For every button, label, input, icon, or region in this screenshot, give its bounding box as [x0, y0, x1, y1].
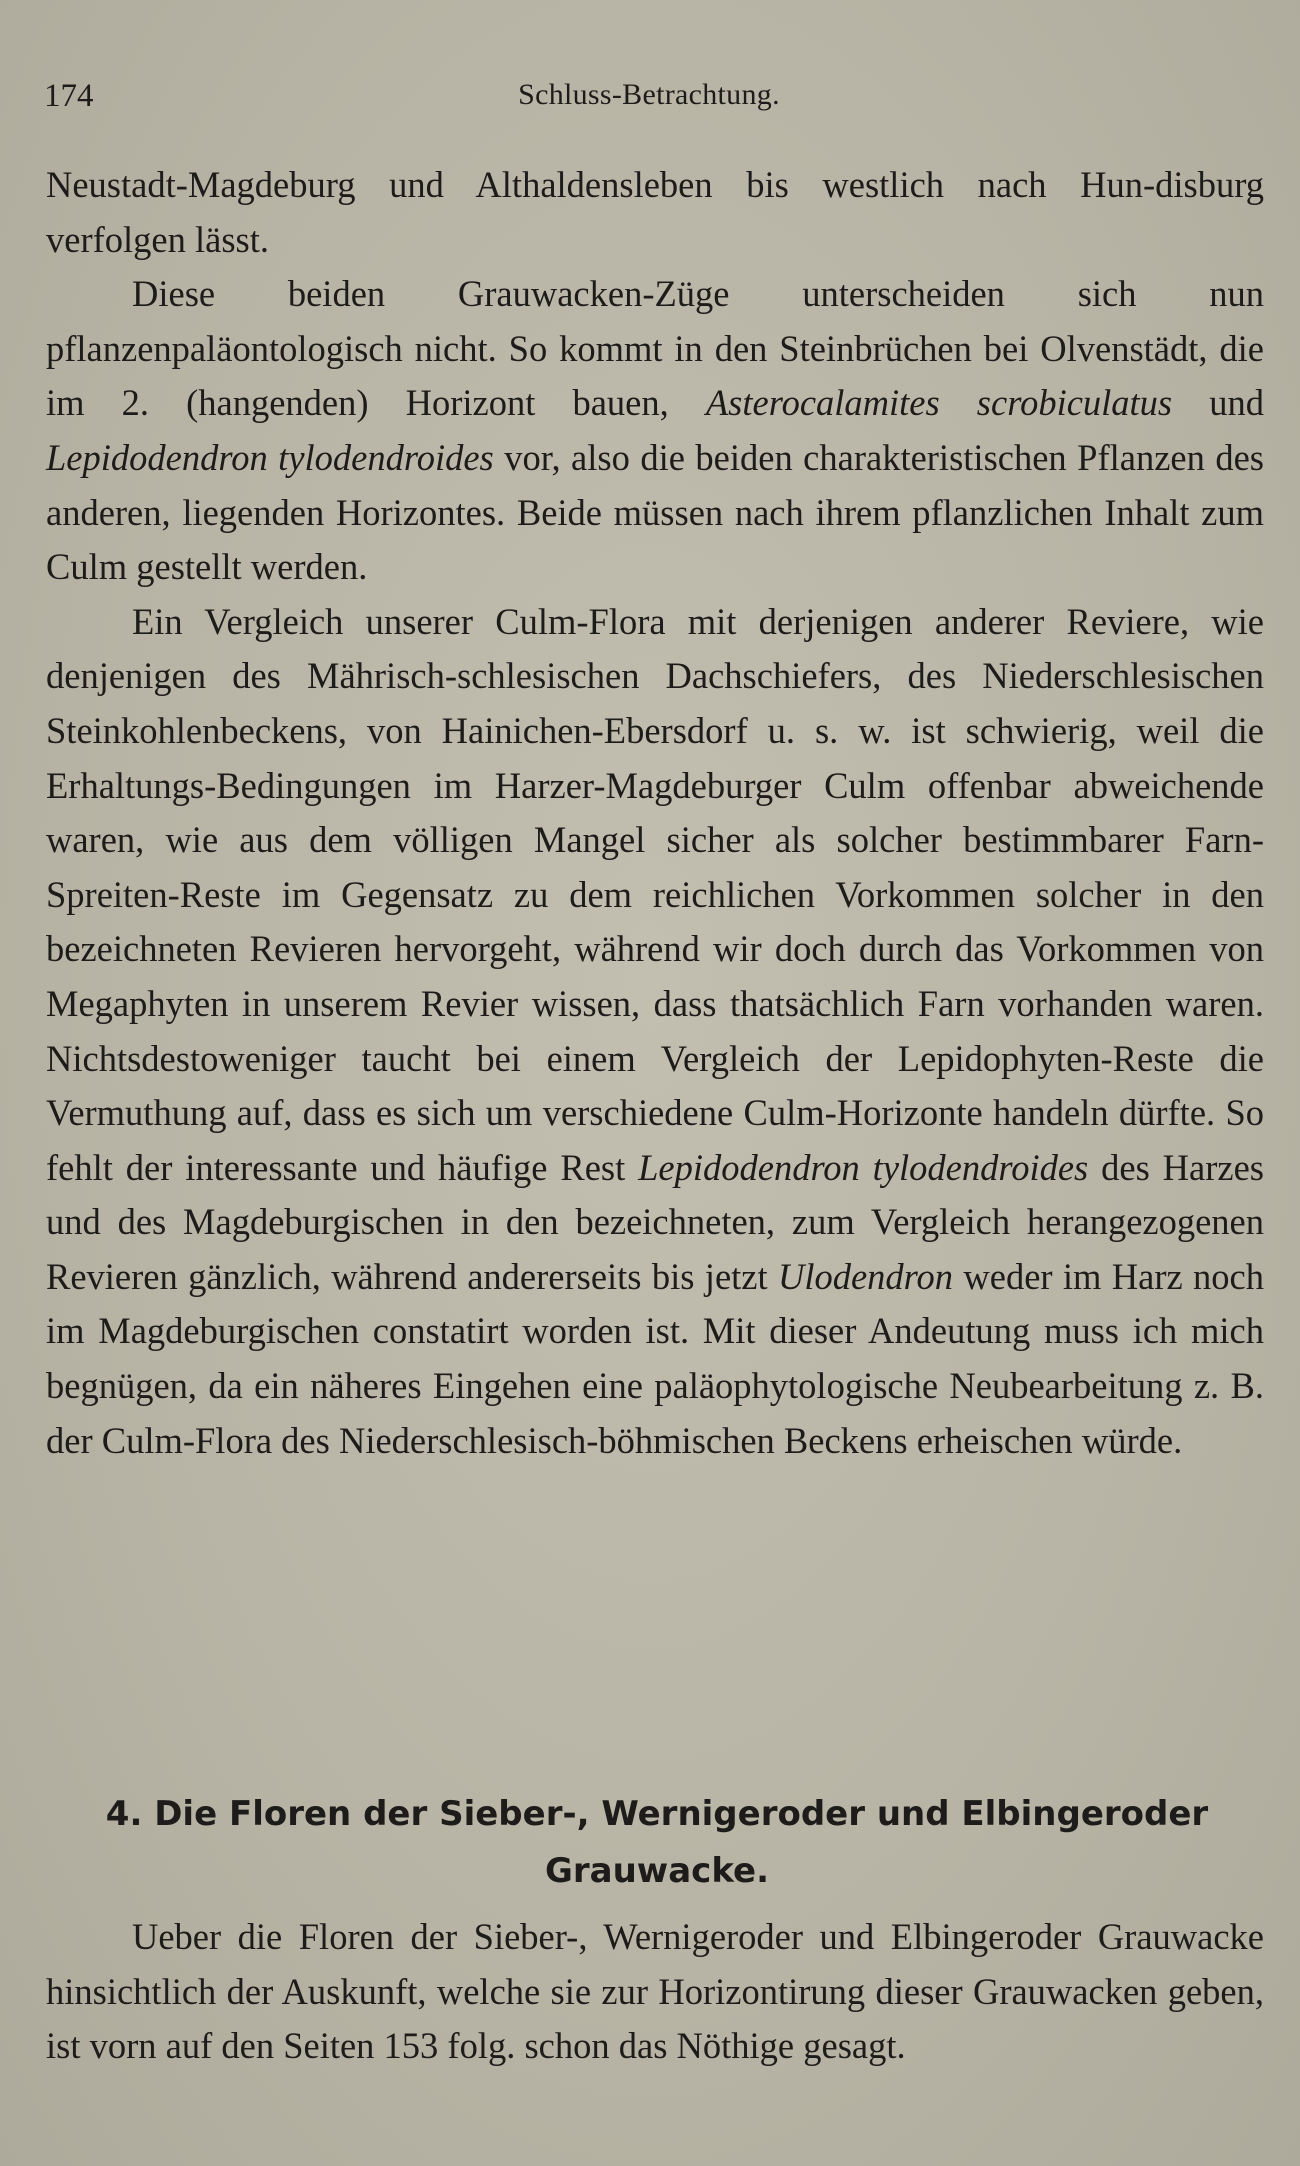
section-body-text: [46, 1910, 1264, 2074]
paragraph-grauwacken-zuege: [46, 267, 1264, 595]
text-run: vor, also die beiden charakteristischen Pflanzen des anderen, liegenden Horizontes. Beide müssen nach ihrem pflanzlichen Inhalt zum Culm gestellt werden.: [46, 436, 1264, 588]
text-run: weder im Harz noch im Magdeburgischen constatirt worden ist. Mit dieser Andeutung muss ich mich begnügen, da ein näheres Eingehen eine paläophytologische Neubearbeitung z. B. der Culm-Flora des Niederschlesisch-böhmischen Beckens erheischen würde.: [46, 1255, 1265, 1461]
text-run: und: [1172, 382, 1264, 424]
section-heading: 4. Die Floren der Sieber-, Wernigeroder und Elbingeroder Grauwacke.: [105, 1794, 1209, 1891]
text-run: Ein Vergleich unserer Culm-Flora mit derjenigen anderer Reviere, wie denjenigen des Mährisch-schlesischen Dachschiefers, des Niederschlesischen Steinkohlenbeckens, von Hainichen-Ebersdorf u. s. w. ist schwierig, weil die Erhaltungs-Bedingungen im Harzer-Magdeburger Culm offenbar abweichende waren, wie aus dem völligen Mangel sicher als solcher bestimmbarer Farn-Spreiten-Reste im Gegensatz zu dem reichlichen Vorkommen solcher in den bezeichneten Revieren hervorgeht, während wir doch durch das Vorkommen von Megaphyten in unserem Revier wissen, dass thatsächlich Farn vorhanden waren. Nichtsdestoweniger taucht bei einem Vergleich der Lepidophyten-Reste die Vermuthung auf, dass es sich um verschiedene Culm-Horizonte handeln dürfte. So fehlt der interessante und häufige Rest: [46, 600, 1264, 1188]
text-run: Diese beiden Grauwacken-Züge unterscheiden sich nun pflanzenpaläontologisch nicht. So kommt in den Steinbrüchen bei Olvenstädt, die im 2. (hangenden) Horizont bauen,: [46, 273, 1264, 424]
genus-name: Ulodendron: [777, 1255, 954, 1297]
running-head: [44, 78, 1254, 122]
body-text: [46, 158, 1264, 1468]
species-name: Asterocalamites scrobiculatus: [705, 382, 1173, 424]
paragraph-floren: Ueber die Floren der Sieber-, Wernigeroder und Elbingeroder Grauwacke hinsichtlich der Auskunft, welche sie zur Horizontirung dieser Grauwacken geben, ist vorn auf den Seiten 153 folg. schon das Nöthige gesagt.: [46, 1916, 1264, 2067]
running-title: Schluss-Betrachtung.: [518, 78, 780, 111]
paragraph-culm-flora-vergleich: [46, 595, 1264, 1469]
page-number: 174: [44, 78, 94, 114]
text-run: des Harzes und des Magdeburgischen in den bezeichneten, zum Vergleich herangezogenen Revieren gänzlich, während andererseits bis jetzt: [46, 1146, 1264, 1297]
species-name: Lepidodendron tylodendroides: [46, 436, 494, 478]
paragraph-continuation: Neustadt-Magdeburg und Althaldensleben bis westlich nach Hun-disburg verfolgen lässt.: [46, 164, 1264, 260]
species-name: Lepidodendron tylodendroides: [638, 1146, 1089, 1188]
